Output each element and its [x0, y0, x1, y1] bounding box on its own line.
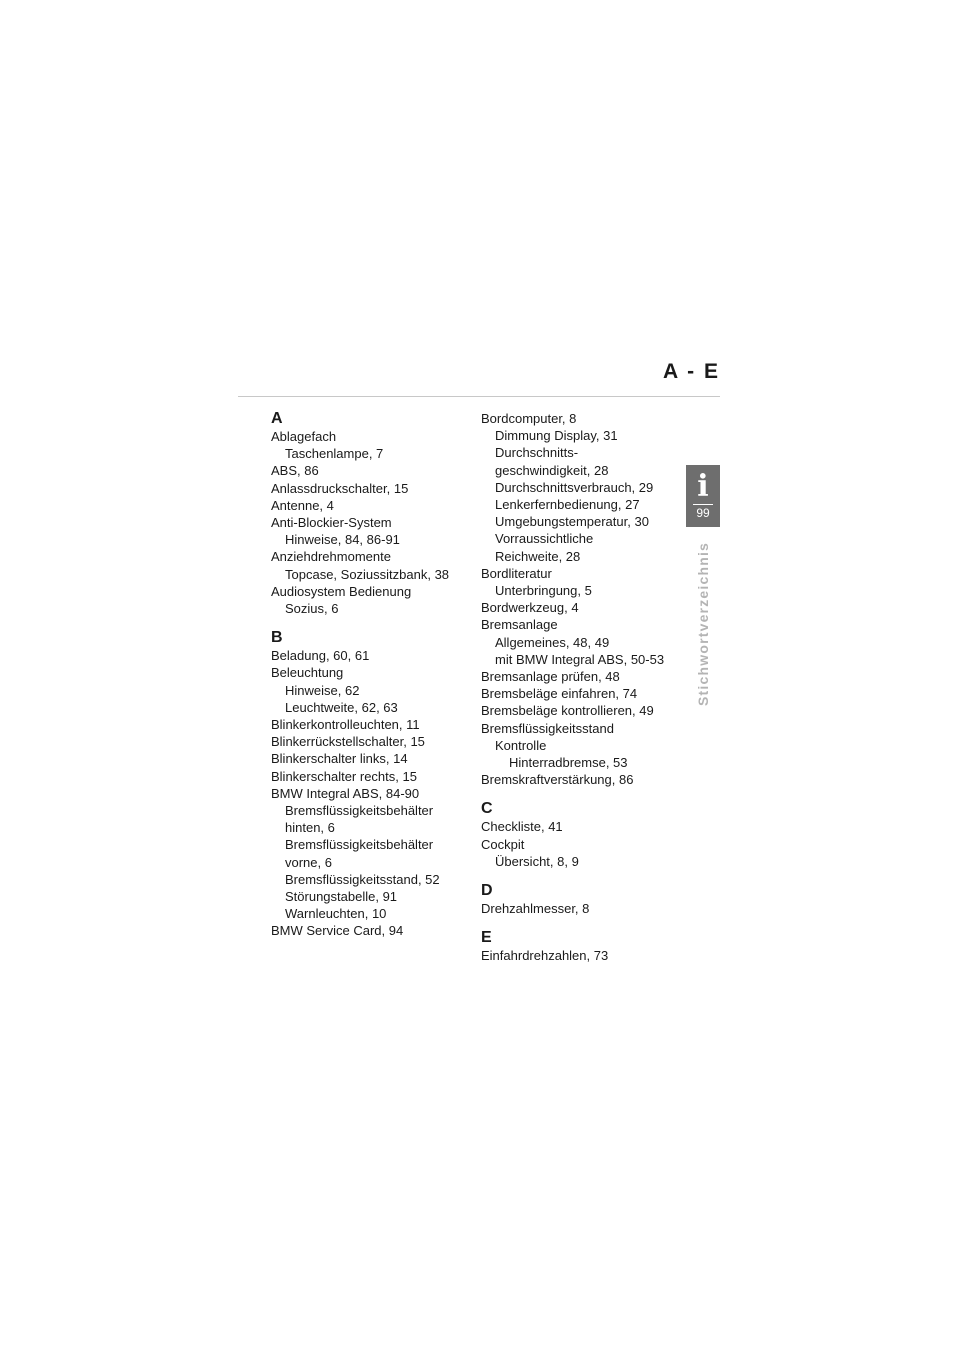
- index-entry: Drehzahlmesser, 8: [481, 901, 590, 917]
- index-section: [271, 410, 476, 617]
- index-section: [481, 882, 686, 917]
- index-entry: Umgebungstemperatur, 30: [495, 514, 649, 530]
- index-entry: Lenkerfernbedienung, 27: [495, 497, 640, 513]
- index-entry: Bordwerkzeug, 4: [481, 600, 579, 616]
- index-entry: Bremsflüssigkeitsstand, 52: [285, 871, 440, 887]
- index-entry: BMW Service Card, 94: [271, 923, 404, 939]
- index-entry: Beladung, 60, 61: [271, 648, 370, 664]
- index-entry: Reichweite, 28: [495, 548, 581, 564]
- info-icon: i: [697, 469, 709, 504]
- title-divider: [238, 396, 720, 397]
- index-entry: Durchschnittsverbrauch, 29: [495, 479, 654, 495]
- chapter-tab: [686, 465, 720, 527]
- index-entry: Unterbringung, 5: [495, 583, 592, 599]
- index-entry: Anti-Blockier-System: [271, 515, 392, 531]
- index-entry: Anziehdrehmomente: [271, 549, 391, 565]
- index-entry: Blinkerschalter rechts, 15: [271, 768, 417, 784]
- index-entry: Störungstabelle, 91: [285, 889, 398, 905]
- index-entry: Einfahrdrehzahlen, 73: [481, 948, 609, 964]
- index-entry: Anlassdruckschalter, 15: [271, 480, 409, 496]
- index-entry: Bremsflüssigkeitsstand: [481, 720, 614, 736]
- index-entry: Durchschnitts-: [495, 445, 579, 461]
- index-entry: vorne, 6: [285, 854, 332, 870]
- index-entry: Bordliteratur: [481, 565, 552, 581]
- index-entry: Kontrolle: [495, 737, 547, 753]
- index-entry: Bremsbeläge kontrollieren, 49: [481, 703, 654, 719]
- index-entry: Bremsbeläge einfahren, 74: [481, 686, 638, 702]
- index-entry: Cockpit: [481, 836, 525, 852]
- index-entry: Checkliste, 41: [481, 819, 563, 835]
- index-column-left: [271, 410, 476, 952]
- index-entry: Sozius, 6: [285, 601, 339, 617]
- index-entry: Allgemeines, 48, 49: [495, 634, 610, 650]
- index-entry: Antenne, 4: [271, 497, 334, 513]
- index-entry: Hinterradbremse, 53: [509, 755, 628, 771]
- index-entry: Topcase, Soziussitzbank, 38: [285, 566, 450, 582]
- index-entry: Bremsanlage prüfen, 48: [481, 669, 620, 685]
- index-entry: BMW Integral ABS, 84-90: [271, 785, 420, 801]
- index-entry: Hinweise, 62: [285, 682, 360, 698]
- index-entry: Bremsflüssigkeitsbehälter: [285, 803, 434, 819]
- index-section: [481, 410, 686, 788]
- index-entry: Bremsanlage: [481, 617, 558, 633]
- tab-divider: [693, 504, 713, 505]
- index-section: [481, 929, 686, 964]
- index-entry: Audiosystem Bedienung: [271, 583, 412, 599]
- index-entry: Blinkerkontrolleuchten, 11: [271, 717, 420, 733]
- section-letter: A: [271, 410, 283, 427]
- page-number: 99: [696, 506, 710, 520]
- index-section: [481, 800, 686, 870]
- index-entry: Blinkerschalter links, 14: [271, 751, 408, 767]
- index-entry: Bremsflüssigkeitsbehälter: [285, 837, 434, 853]
- page-title: A - E: [662, 360, 720, 383]
- index-entry: Blinkerrückstellschalter, 15: [271, 734, 425, 750]
- index-entry: Leuchtweite, 62, 63: [285, 699, 398, 715]
- index-entry: Ablagefach: [271, 429, 337, 444]
- index-entry: Hinweise, 84, 86-91: [285, 532, 400, 548]
- index-entry: geschwindigkeit, 28: [495, 462, 609, 478]
- section-letter: C: [481, 800, 493, 818]
- index-entry: ABS, 86: [271, 463, 319, 479]
- index-column-right: [481, 410, 686, 976]
- index-entry: Vorraussichtliche: [495, 531, 594, 547]
- index-entry: Beleuchtung: [271, 665, 344, 681]
- index-entry: Übersicht, 8, 9: [495, 853, 579, 869]
- section-letter: E: [481, 929, 492, 947]
- index-entry: mit BMW Integral ABS, 50-53: [495, 651, 665, 667]
- index-entry: Dimmung Display, 31: [495, 428, 618, 444]
- index-entry: Warnleuchten, 10: [285, 906, 387, 922]
- index-entry: hinten, 6: [285, 820, 335, 836]
- section-letter: B: [271, 629, 283, 647]
- section-letter: D: [481, 882, 493, 900]
- index-entry: Bremskraftverstärkung, 86: [481, 772, 634, 788]
- index-entry: Bordcomputer, 8: [481, 411, 577, 426]
- index-section: [271, 629, 476, 939]
- index-entry: Taschenlampe, 7: [285, 446, 384, 462]
- chapter-side-label: Stichwortverzeichnis: [695, 541, 711, 706]
